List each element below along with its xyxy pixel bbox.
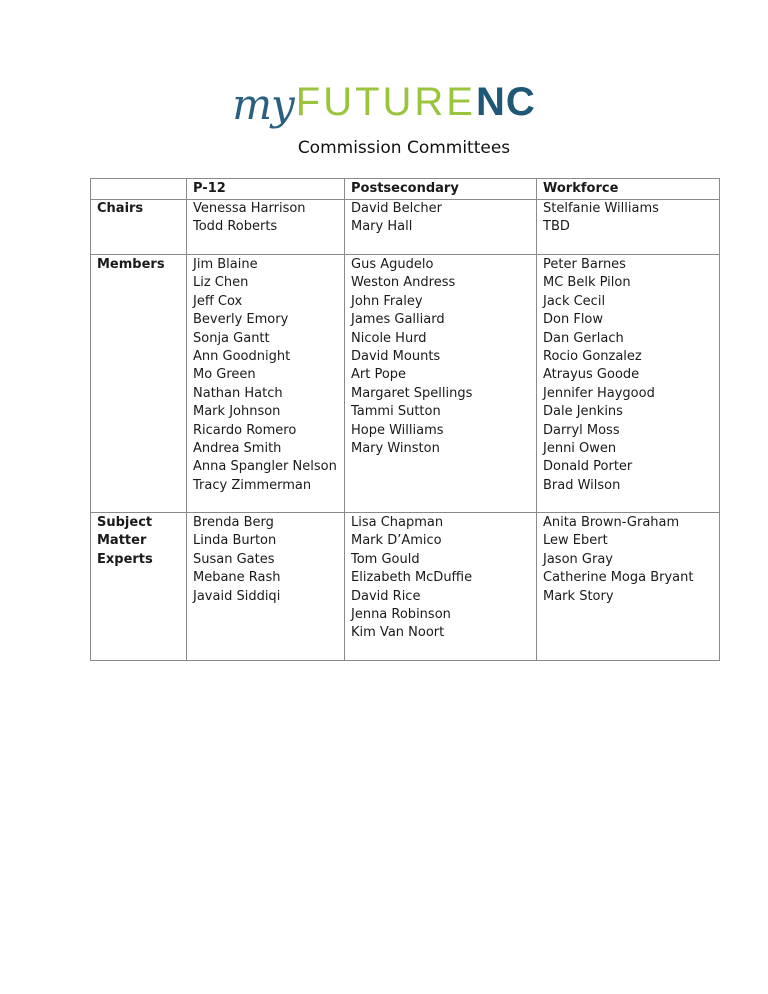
- cell-chairs-workforce: [537, 200, 720, 255]
- list-item: Jenni Owen: [543, 441, 617, 457]
- list-item: Venessa Harrison: [193, 201, 306, 216]
- list-item: Elizabeth McDuffie: [351, 570, 473, 586]
- list-item: Jack Cecil: [543, 293, 606, 309]
- list-item: Jenna Robinson: [351, 607, 451, 623]
- list-item: Brad Wilson: [543, 477, 621, 493]
- row-label-members: [91, 255, 187, 513]
- list-item: Linda Burton: [193, 533, 277, 549]
- list-item: Donald Porter: [543, 459, 633, 475]
- column-header-postsecondary: Postsecondary: [345, 179, 537, 200]
- list-item: Subject: [97, 515, 153, 530]
- list-item: Susan Gates: [193, 551, 275, 567]
- row-label-subject-matter-experts: [91, 513, 187, 661]
- list-item: Mark Story: [543, 588, 614, 604]
- list-item: Nathan Hatch: [193, 385, 283, 401]
- row-label-chairs: [91, 200, 187, 255]
- list-item: TBD: [543, 219, 570, 235]
- list-item: Matter: [97, 533, 147, 549]
- list-item: Peter Barnes: [543, 257, 626, 272]
- list-item: Anna Spangler Nelson: [193, 459, 337, 475]
- list-item: Mark Johnson: [193, 404, 281, 420]
- cell-chairs-p12: [187, 200, 345, 255]
- list-item: Tracy Zimmerman: [193, 477, 312, 493]
- cell-members-p12: [187, 255, 345, 513]
- table-row-subject-matter-experts: [91, 513, 720, 661]
- myfuturenc-logo: [0, 80, 768, 129]
- list-item: Brenda Berg: [193, 515, 274, 530]
- list-item: Liz Chen: [193, 275, 249, 291]
- list-item: Stelfanie Williams: [543, 201, 659, 216]
- list-item: Mo Green: [193, 367, 256, 383]
- cell-experts-workforce: [537, 513, 720, 661]
- list-item: Mark D’Amico: [351, 533, 442, 549]
- list-item: Jeff Cox: [193, 293, 243, 309]
- list-item: Tammi Sutton: [351, 404, 441, 420]
- list-item: Atrayus Goode: [543, 367, 640, 383]
- page-title: Commission Committees: [297, 138, 511, 158]
- committees-table: [90, 178, 720, 661]
- column-header-p12: P-12: [187, 179, 345, 200]
- list-item: Gus Agudelo: [351, 257, 434, 272]
- list-item: Nicole Hurd: [351, 330, 427, 346]
- list-item: Mary Winston: [351, 441, 440, 457]
- logo-future: FUTURE: [295, 80, 476, 124]
- list-item: Catherine Moga Bryant: [543, 570, 694, 586]
- list-item: MC Belk Pilon: [543, 275, 631, 291]
- table-row-members: [91, 255, 720, 513]
- list-item: Mary Hall: [351, 219, 413, 235]
- header-corner-cell: [91, 179, 187, 200]
- list-item: Ann Goodnight: [193, 349, 291, 365]
- list-item: Jason Gray: [543, 551, 613, 567]
- list-item: David Mounts: [351, 349, 441, 365]
- list-item: Anita Brown-Graham: [543, 515, 680, 530]
- list-item: James Galliard: [351, 312, 445, 328]
- list-item: Mebane Rash: [193, 570, 281, 586]
- list-item: Andrea Smith: [193, 441, 282, 457]
- list-item: Experts: [97, 551, 153, 567]
- list-item: Don Flow: [543, 312, 604, 328]
- list-item: Javaid Siddiqi: [193, 588, 281, 604]
- list-item: Ricardo Romero: [193, 422, 297, 438]
- list-item: Dan Gerlach: [543, 330, 624, 346]
- cell-chairs-postsecondary: [345, 200, 537, 255]
- list-item: Jim Blaine: [193, 257, 258, 272]
- list-item: Dale Jenkins: [543, 404, 623, 420]
- cell-experts-p12: [187, 513, 345, 661]
- logo-my: my: [232, 80, 294, 129]
- list-item: Chairs: [97, 201, 144, 216]
- list-item: Darryl Moss: [543, 422, 620, 438]
- list-item: Kim Van Noort: [351, 625, 445, 641]
- list-item: Rocio Gonzalez: [543, 349, 642, 365]
- cell-experts-postsecondary: [345, 513, 537, 661]
- list-item: Weston Andress: [351, 275, 456, 291]
- header-row: [91, 179, 720, 200]
- logo-nc: NC: [476, 80, 536, 124]
- list-item: David Belcher: [351, 201, 442, 216]
- list-item: Lisa Chapman: [351, 515, 444, 530]
- list-item: David Rice: [351, 588, 421, 604]
- list-item: Todd Roberts: [193, 219, 278, 235]
- list-item: Tom Gould: [351, 551, 420, 567]
- list-item: Art Pope: [351, 367, 407, 383]
- cell-members-workforce: [537, 255, 720, 513]
- list-item: Hope Williams: [351, 422, 444, 438]
- list-item: Lew Ebert: [543, 533, 608, 549]
- list-item: John Fraley: [351, 293, 423, 309]
- column-header-workforce: Workforce: [537, 179, 720, 200]
- list-item: Members: [97, 257, 165, 272]
- list-item: Sonja Gantt: [193, 330, 270, 346]
- table-row-chairs: [91, 200, 720, 255]
- list-item: Jennifer Haygood: [543, 385, 655, 401]
- list-item: Margaret Spellings: [351, 385, 473, 401]
- list-item: Beverly Emory: [193, 312, 289, 328]
- cell-members-postsecondary: [345, 255, 537, 513]
